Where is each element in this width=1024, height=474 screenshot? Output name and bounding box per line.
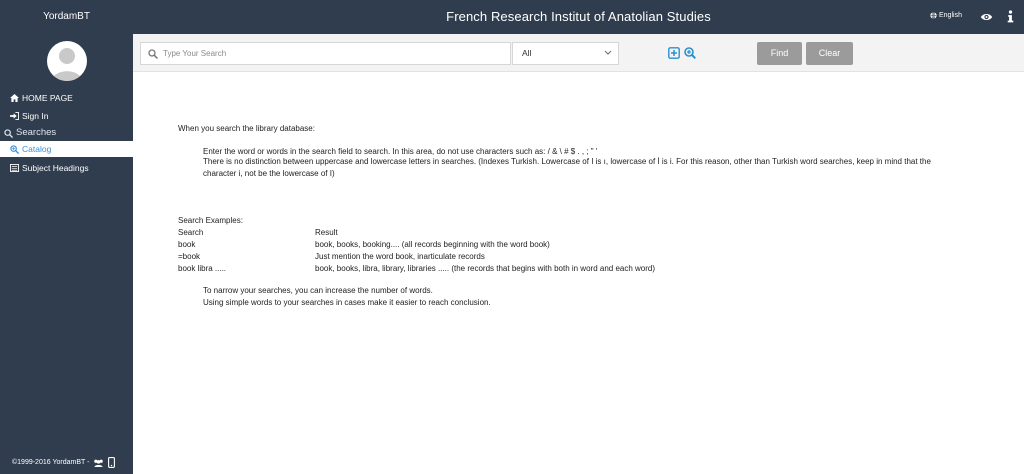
search-box bbox=[140, 42, 511, 65]
search-toolbar bbox=[133, 34, 1024, 72]
language-label: English bbox=[939, 12, 962, 19]
search-scope-select[interactable] bbox=[512, 42, 619, 65]
add-criteria-icon[interactable] bbox=[668, 47, 680, 59]
advanced-search-icon[interactable] bbox=[684, 47, 696, 59]
example-search: book bbox=[178, 240, 196, 249]
sidebar-section-searches bbox=[0, 125, 133, 141]
sidebar-footer bbox=[12, 457, 115, 468]
page-title: French Research Institut of Anatolian Studies bbox=[446, 9, 711, 24]
sidebar-item-label: Subject Headings bbox=[22, 163, 89, 173]
example-result: Just mention the word book, inarticulate records bbox=[315, 252, 485, 261]
language-selector[interactable] bbox=[930, 12, 962, 19]
examples-header-row bbox=[178, 228, 778, 237]
table-row bbox=[178, 252, 778, 261]
sidebar-section-label: Searches bbox=[16, 127, 57, 138]
top-bar bbox=[0, 0, 1024, 34]
example-result: book, books, booking.... (all records beginning with the word book) bbox=[315, 240, 550, 249]
sidebar-item-label: HOME PAGE bbox=[22, 93, 73, 103]
sidebar bbox=[0, 34, 133, 474]
user-icon bbox=[47, 41, 87, 81]
list-icon bbox=[10, 164, 19, 172]
sidebar-item-home[interactable] bbox=[0, 90, 133, 106]
search-scope-value: All bbox=[522, 48, 532, 58]
find-button[interactable]: Find bbox=[757, 42, 802, 65]
help-rule-characters: Enter the word or words in the search field to search. In this area, do not use characters such as: / & \ # $ . , ; " ' bbox=[203, 147, 598, 156]
examples-header-search: Search bbox=[178, 228, 204, 237]
mobile-icon[interactable] bbox=[108, 457, 115, 468]
globe-icon bbox=[930, 12, 937, 19]
sidebar-item-label: Sign In bbox=[22, 111, 49, 121]
users-icon[interactable] bbox=[93, 459, 104, 467]
search-plus-icon bbox=[10, 145, 19, 154]
help-tip-simple: Using simple words to your searches in cases make it easier to reach conclusion. bbox=[203, 298, 491, 307]
search-input[interactable] bbox=[163, 43, 503, 64]
sidebar-item-catalog[interactable] bbox=[0, 141, 133, 157]
brand-name[interactable]: YordamBT bbox=[43, 11, 90, 22]
copyright-text: ©1999-2016 YordamBT - bbox=[12, 459, 90, 466]
clear-button[interactable]: Clear bbox=[806, 42, 853, 65]
avatar[interactable] bbox=[47, 41, 87, 81]
sidebar-item-label: Catalog bbox=[22, 144, 52, 154]
search-icon bbox=[4, 129, 13, 138]
example-result: book, books, libra, library, libraries ..... (the records that begins with both in word and each word) bbox=[315, 264, 656, 273]
table-row bbox=[178, 264, 778, 273]
help-intro: When you search the library database: bbox=[178, 124, 315, 133]
help-panel bbox=[133, 72, 1024, 474]
chevron-down-icon bbox=[604, 50, 612, 56]
home-icon bbox=[10, 94, 19, 102]
examples-header-result: Result bbox=[315, 228, 338, 237]
info-icon[interactable] bbox=[1005, 10, 1016, 23]
table-row bbox=[178, 240, 778, 249]
search-icon bbox=[148, 49, 158, 59]
sign-in-icon bbox=[10, 112, 19, 120]
help-tip-narrow: To narrow your searches, you can increase the number of words. bbox=[203, 286, 433, 295]
example-search: =book bbox=[178, 252, 201, 261]
help-rule-case: There is no distinction between uppercase and lowercase letters in searches. (Indexes Turkish. Lowercase of I is ı, lowercase of İ is i. For this reason, other than Turkish word searches, keep in mind that the character i, not be the lowercase of I) bbox=[203, 157, 931, 178]
sidebar-item-subject-headings[interactable] bbox=[0, 160, 133, 176]
examples-title: Search Examples: bbox=[178, 216, 243, 225]
eye-icon[interactable] bbox=[980, 11, 993, 23]
sidebar-item-sign-in[interactable] bbox=[0, 108, 133, 124]
example-search: book libra ..... bbox=[178, 264, 227, 273]
